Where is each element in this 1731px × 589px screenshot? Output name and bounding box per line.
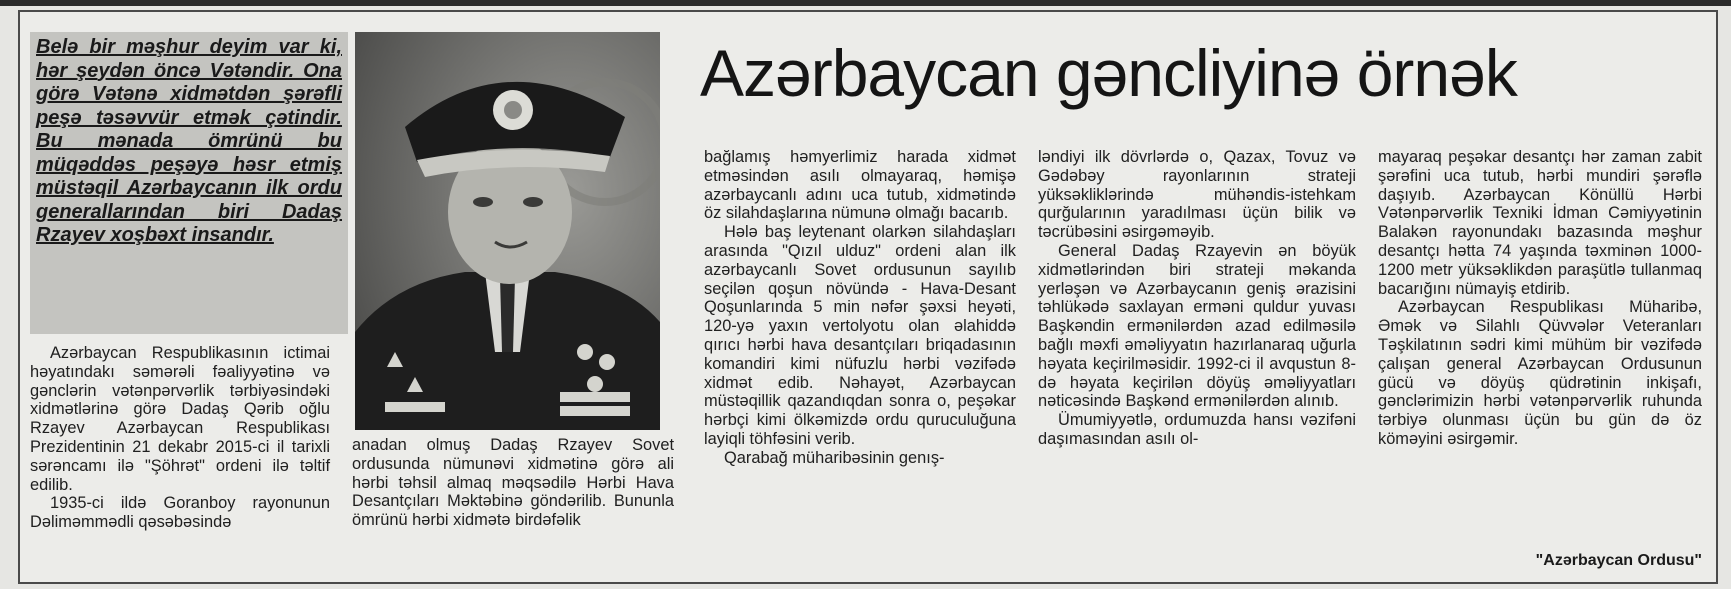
paragraph: Azərbaycan Respublikasının ictimai həyatındakı səmərəli fəaliyyətinə və gənclərin vətənpərvərlik tərbiyəsindəki xidmətlərinə görə Dadaş Qərib oğlu Rzayev Azərbaycan Respublikası Prezidentinin 21 dekabr 2015-ci il tarixli sərəncamı ilə "Şöhrət" ordeni ilə təltif edilib. — [30, 344, 330, 494]
top-rule — [0, 0, 1731, 6]
paragraph: Ümumiyyətlə, ordumuzda hansı vəzifəni daşımasından asılı ol- — [1038, 411, 1356, 448]
paragraph: Qarabağ müharibəsinin genış- — [724, 448, 945, 467]
column-4 — [1038, 148, 1356, 449]
paragraph: mayaraq peşəkar desantçı hər zaman zabit şərəfini uca tutub, hərbi mundiri şərəflə daşıyıb. Azərbaycan Könüllü Hərbi Vətənpərvərlik Texniki İdman Cəmiyyətinin Balakən rayonundakı bazasında məşhur desantçı hətta 74 yaşında təxminən 1000-1200 metr yüksəklikdən paraşütlə tullanmaq bacarığını nümayiş etdirib. — [1378, 148, 1702, 298]
general-portrait-photo — [355, 32, 660, 430]
paragraph: Hələ baş leytenant olarkən silahdaşları arasında "Qızıl ulduz" ordeni alan ilk azərbaycanlı Sovet ordusunun sayılıb seçilən qoşun növündə - Hava-Desant Qoşunlarında 5 min nəfər şəxsi heyəti, 120-yə yaxın vertolyotu olan əlahiddə qırıcı hərbi hava desantçıları briqadasının komandiri kimi nüfuzlu hərbi vəzifədə xidmət edib. Nəhayət, Azərbaycan müstəqillik qazandıqdan sonra o, peşəkar hərbçi kimi ölkəmizdə ordu quruculuğuna layiqli töhfəsini verib. — [704, 223, 1016, 448]
lead-quote: Belə bir məşhur deyim var ki, hər şeydən öncə Vətəndir. Ona görə Vətənə xidmətdən şərəfli peşə təsəvvür etmək çətindir. Bu mənada ömrünü bu müqəddəs peşəyə həsr etmiş müstəqil Azərbaycanın ilk ordu generallarından biri Dadaş Rzayev xoşbəxt insandır. — [30, 32, 348, 334]
paragraph: 1935-ci ildə Goranboy rayonunun Dəliməmmədli qəsəbəsində — [30, 494, 330, 532]
column-3 — [704, 148, 1016, 468]
column-2 — [352, 436, 674, 530]
source-credit: "Azərbaycan Ordusu" — [1535, 552, 1702, 569]
column-5 — [1378, 148, 1702, 449]
paragraph: General Dadaş Rzayevin ən böyük xidmətlərindən biri strateji məkanda yerləşən və Azərbaycanın geniş ərazisini təhlükədə saxlayan erməni quldur yuvası Başkəndin ermənilərdən azad edilməsilə bağlı məxfi əməliyyatın hazırlanaraq uğurla həyata keçirilməsidir. 1992-ci il avqustun 8-də həyata keçirilən döyüş əməliyyatları nəticəsində Başkənd ermənilərdən alınıb. — [1038, 241, 1356, 411]
paragraph: anadan olmuş Dadaş Rzayev Sovet ordusunda nümunəvi xidmətinə görə ali hərbi təhsil almaq məqsədilə Hərbi Hava Desantçıları Məktəbinə göndərilib. Bununla ömrünü hərbi xidmətə birdəfəlik — [352, 436, 674, 530]
paragraph: Azərbaycan Respublikası Müharibə, Əmək və Silahlı Qüvvələr Veteranları Təşkilatının sədri kimi mühüm bir vəzifədə çalışan general Azərbaycan Ordusunun gücü və döyüş qüdrətinin inkişafı, gənclərimizin hərbi vətənpərvərlik ruhunda tərbiyə olunması üçün bu gün də öz köməyini əsirgəmir. — [1378, 298, 1702, 448]
paragraph: ləndiyi ilk dövrlərdə o, Qazax, Tovuz və Gədəbəy rayonlarının strateji yüksəkliklərində mühəndis-istehkam qurğularının yaradılması üçün bilik və təcrübəsini əsirgəməyib. — [1038, 148, 1356, 242]
headline: Azərbaycan gəncliyinə örnək — [700, 36, 1517, 110]
paragraph: bağlamış həmyerlimiz harada xidmət etməsindən asılı olmayaraq, həmişə azərbaycanlı adını uca tutub, xidmətində öz silahdaşlarına nümunə olmağı bacarıb. — [704, 148, 1016, 223]
column-1 — [30, 344, 330, 532]
portrait-drawing — [355, 32, 660, 430]
